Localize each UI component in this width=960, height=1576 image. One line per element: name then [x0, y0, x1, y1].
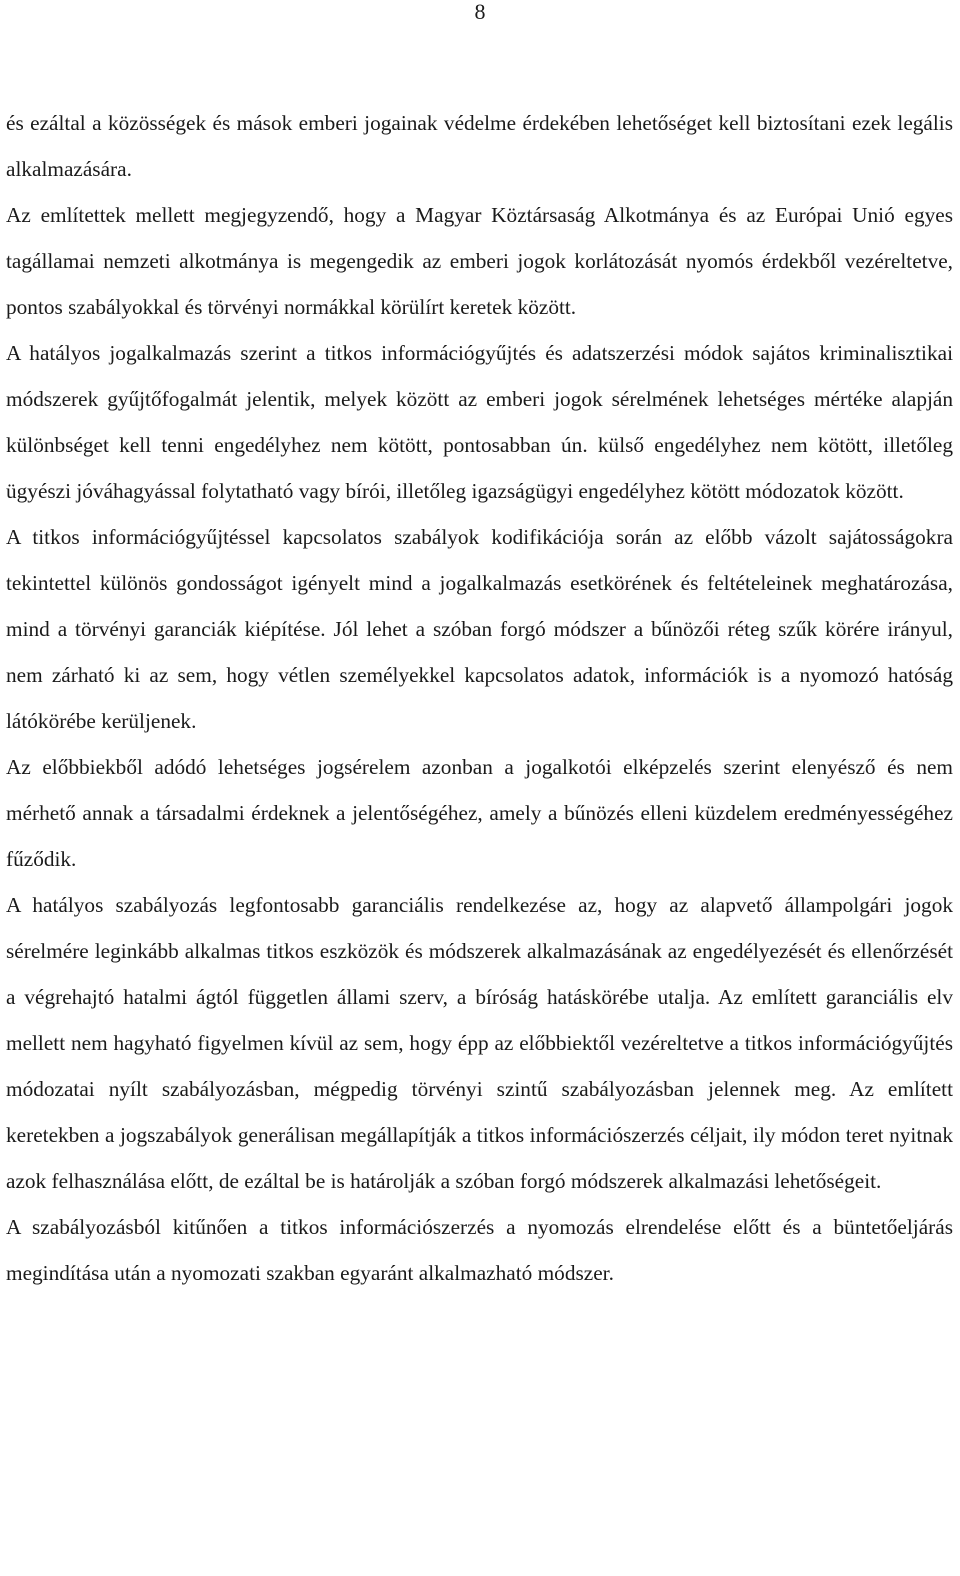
paragraph: Az említettek mellett megjegyzendő, hogy a Magyar Köztársaság Alkotmánya és az Európai Unió egyes tagállamai nemzeti alkotmánya is megengedik az emberi jogok korlátozását nyomós érdekből vezéreltetve, pontos szabályokkal és törvényi normákkal körülírt keretek között. [6, 203, 953, 319]
document-body [6, 100, 953, 1296]
paragraph: és ezáltal a közösségek és mások emberi jogainak védelme érdekében lehetőséget kell biztosítani ezek legális alkalmazására. [6, 111, 953, 181]
paragraph: A hatályos jogalkalmazás szerint a titkos információgyűjtés és adatszerzési módok sajátos kriminalisztikai módszerek gyűjtőfogalmát jelentik, melyek között az emberi jogok sérelmének lehetséges mértéke alapján különbséget kell tenni engedélyhez nem kötött, pontosabban ún. külső engedélyhez nem kötött, illetőleg ügyészi jóváhagyással folytatható vagy bírói, illetőleg igazságügyi engedélyhez kötött módozatok között. [6, 341, 953, 503]
paragraph: A szabályozásból kitűnően a titkos információszerzés a nyomozás elrendelése előtt és a büntetőeljárás megindítása után a nyomozati szakban egyaránt alkalmazható módszer. [6, 1215, 953, 1285]
page-number: 8 [474, 0, 486, 24]
paragraph: A hatályos szabályozás legfontosabb garanciális rendelkezése az, hogy az alapvető állampolgári jogok sérelmére leginkább alkalmas titkos eszközök és módszerek alkalmazásának az engedélyezését és ellenőrzését a végrehajtó hatalmi ágtól független állami szerv, a bíróság hatáskörébe utalja. Az említett garanciális elv mellett nem hagyható figyelmen kívül az sem, hogy épp az előbbiektől vezéreltetve a titkos információgyűjtés módozatai nyílt szabályozásban, mégpedig törvényi szintű szabályozásban jelennek meg. Az említett keretekben a jogszabályok generálisan megállapítják a titkos információszerzés céljait, ily módon teret nyitnak azok felhasználása előtt, de ezáltal be is határolják a szóban forgó módszerek alkalmazási lehetőségeit. [6, 893, 953, 1193]
paragraph: Az előbbiekből adódó lehetséges jogsérelem azonban a jogalkotói elképzelés szerint elenyésző és nem mérhető annak a társadalmi érdeknek a jelentőségéhez, amely a bűnözés elleni küzdelem eredményességéhez fűződik. [6, 755, 953, 871]
paragraph: A titkos információgyűjtéssel kapcsolatos szabályok kodifikációja során az előbb vázolt sajátosságokra tekintettel különös gondosságot igényelt mind a jogalkalmazás esetkörének és feltételeinek meghatározása, mind a törvényi garanciák kiépítése. Jól lehet a szóban forgó módszer a bűnözői réteg szűk körére irányul, nem zárható ki az sem, hogy vétlen személyekkel kapcsolatos adatok, információk is a nyomozó hatóság látókörébe kerüljenek. [6, 525, 953, 733]
